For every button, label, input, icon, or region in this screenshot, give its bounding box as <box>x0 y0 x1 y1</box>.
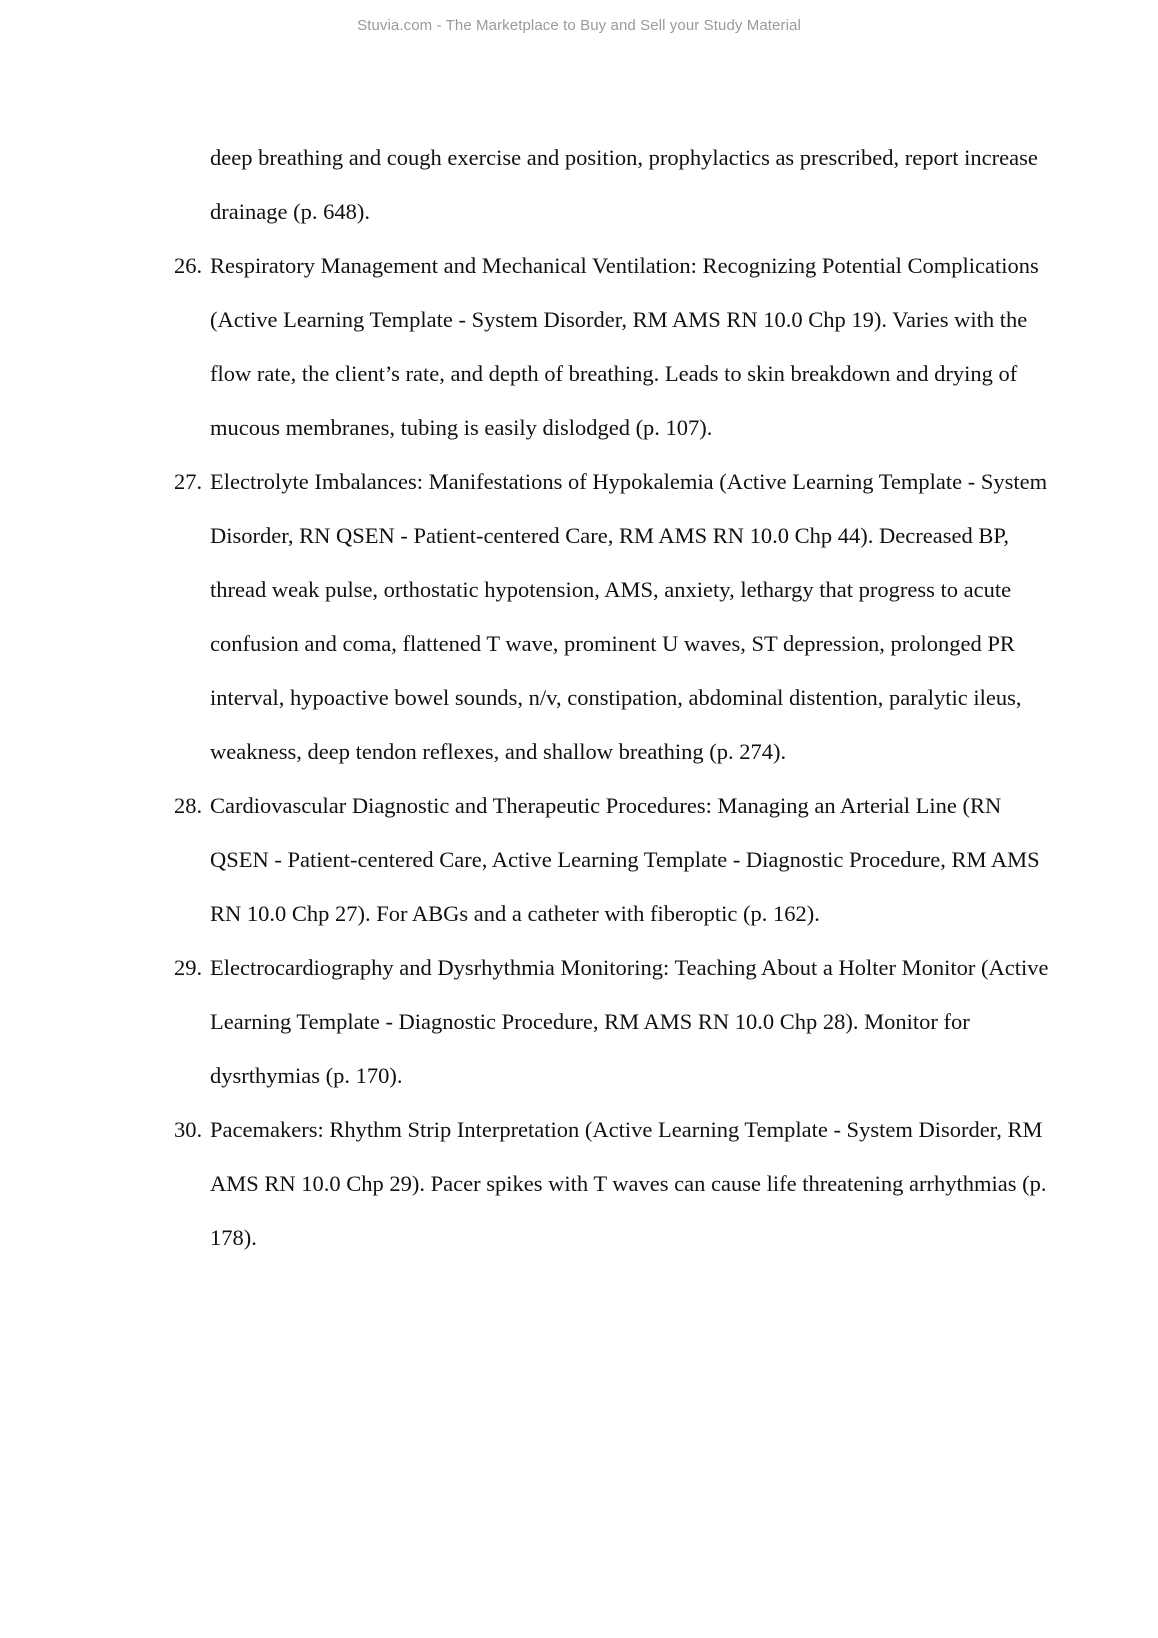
continuation-paragraph: deep breathing and cough exercise and position, prophylactics as prescribed, report increase drainage (p. 648). <box>210 145 1038 224</box>
document-body <box>0 131 1158 1265</box>
list-item-26 <box>174 239 1060 455</box>
list-item-number: 27. <box>174 469 203 494</box>
list-item-number: 30. <box>174 1117 203 1142</box>
list-item-number: 28. <box>174 793 203 818</box>
list-item-number: 29. <box>174 955 203 980</box>
list-item-30 <box>174 1103 1060 1265</box>
list-item-text: Cardiovascular Diagnostic and Therapeutic Procedures: Managing an Arterial Line (RN QSEN - Patient-centered Care, Active Learning Template - Diagnostic Procedure, RM AMS RN 10.0 Chp 27). For ABGs and a catheter with fiberoptic (p. 162). <box>210 793 1040 926</box>
list-item-28 <box>174 779 1060 941</box>
list-item-29 <box>174 941 1060 1103</box>
list-item-text: Electrocardiography and Dysrhythmia Monitoring: Teaching About a Holter Monitor (Active Learning Template - Diagnostic Procedure, RM AMS RN 10.0 Chp 28). Monitor for dysrthymias (p. 170). <box>210 955 1049 1088</box>
list-item-27 <box>174 455 1060 779</box>
list-item-text: Electrolyte Imbalances: Manifestations of Hypokalemia (Active Learning Template - System Disorder, RN QSEN - Patient-centered Care, RM AMS RN 10.0 Chp 44). Decreased BP, thread weak pulse, orthostatic hypotension, AMS, anxiety, lethargy that progress to acute confusion and coma, flattened T wave, prominent U waves, ST depression, prolonged PR interval, hypoactive bowel sounds, n/v, constipation, abdominal distention, paralytic ileus, weakness, deep tendon reflexes, and shallow breathing (p. 274). <box>210 469 1048 764</box>
list-item-number: 26. <box>174 253 203 278</box>
list-item-text: Pacemakers: Rhythm Strip Interpretation (Active Learning Template - System Disorder, RM AMS RN 10.0 Chp 29). Pacer spikes with T waves can cause life threatening arrhythmias (p. 178). <box>210 1117 1047 1250</box>
list-item-text: Respiratory Management and Mechanical Ventilation: Recognizing Potential Complications (Active Learning Template - System Disorder, RM AMS RN 10.0 Chp 19). Varies with the flow rate, the client’s rate, and depth of breathing. Leads to skin breakdown and drying of mucous membranes, tubing is easily dislodged (p. 107). <box>210 253 1039 440</box>
watermark-header: Stuvia.com - The Marketplace to Buy and Sell your Study Material <box>357 17 801 34</box>
